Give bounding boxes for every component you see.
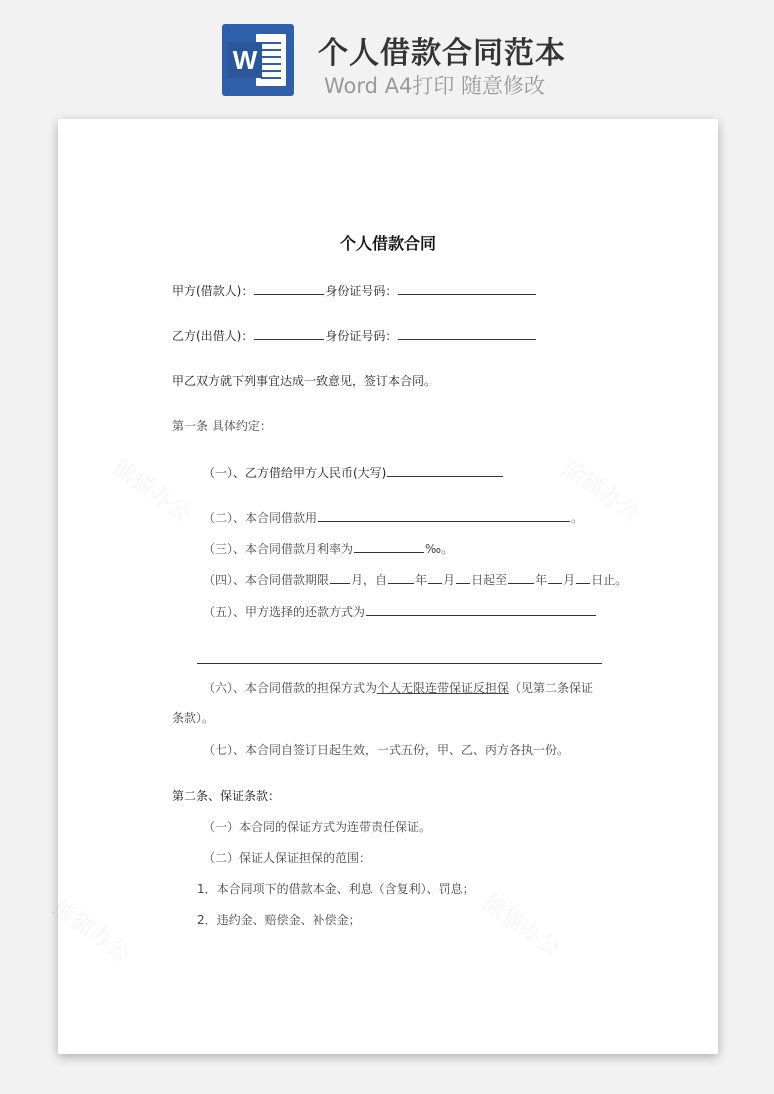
guarantee-2: （二）保证人保证担保的范围： [203, 851, 372, 865]
clause-7: （七）、本合同自签订日起生效，一式五份，甲、乙、丙方各执一份。 [203, 743, 570, 757]
guarantee-1: （一）本合同的保证方式为连带责任保证。 [203, 820, 432, 834]
party-b-label: 乙方(出借人)： [172, 329, 254, 343]
article2-heading: 第二条、保证条款： [172, 789, 281, 803]
scope-item-2: 2．违约金、赔偿金、补偿金； [197, 913, 361, 927]
clause-4-text: 年 [415, 573, 428, 587]
clause-3-text: （三）、本合同借款月利率为 [203, 542, 354, 556]
clause-2-text: （二）、本合同借款用 [203, 511, 318, 525]
fill-blank [508, 571, 534, 584]
clause-6-text: （六）、本合同借款的担保方式为 [203, 681, 378, 695]
banner-subtitle: Word A4打印 随意修改 [324, 74, 546, 98]
clause-6-continuation: 条款）。 [172, 711, 215, 725]
fill-blank [318, 509, 570, 522]
clause-4-text: 月 [443, 573, 456, 587]
clause-6-guarantee-type: 个人无限连带保证反担保 [377, 681, 510, 695]
clause-6-text: （见第二条保证 [509, 681, 594, 695]
clause-5 [203, 603, 597, 621]
word-logo-letter: W [228, 42, 262, 78]
watermark [477, 887, 567, 963]
banner-title: 个人借款合同范本 [318, 36, 566, 71]
clause-2 [203, 509, 583, 527]
fill-blank [576, 571, 590, 584]
id-label: 身份证号码： [325, 329, 398, 343]
fill-blank [366, 603, 596, 616]
fill-blank [354, 540, 424, 553]
intro-text: 甲乙双方就下列事宜达成一致意见，签订本合同。 [172, 374, 437, 388]
fill-blank [254, 282, 324, 295]
fill-blank [456, 571, 470, 584]
fill-blank [254, 327, 324, 340]
article1-heading: 第一条 具体约定： [172, 419, 272, 433]
clause-4-text: 日起至 [471, 573, 508, 587]
clause-4-text: 日止。 [591, 573, 628, 587]
clause-4-text: 月 [563, 573, 576, 587]
id-label: 身份证号码： [325, 284, 398, 298]
clause-6 [203, 679, 593, 697]
clause-5-text: （五）、甲方选择的还款方式为 [203, 605, 366, 619]
party-a-line [172, 282, 537, 300]
clause-3-end: ‰。 [425, 542, 454, 556]
clause-4-text: 年 [535, 573, 548, 587]
fill-blank [388, 571, 414, 584]
clause-4 [203, 571, 627, 589]
document-page [58, 119, 718, 1054]
fill-line [197, 663, 602, 664]
watermark [107, 452, 197, 528]
clause-1 [203, 464, 504, 482]
watermark [47, 892, 137, 968]
fill-blank [548, 571, 562, 584]
clause-1-text: （一）、乙方借给甲方人民币(大写) [203, 466, 387, 480]
clause-4-text: 月，自 [351, 573, 388, 587]
fill-blank [398, 282, 536, 295]
clause-4-text: （四）、本合同借款期限 [203, 573, 330, 587]
party-b-line [172, 327, 537, 345]
word-app-icon [222, 24, 294, 96]
clause-2-end: 。 [571, 511, 584, 525]
fill-blank [387, 464, 503, 477]
scope-item-1: 1．本合同项下的借款本金、利息（含复利）、罚息； [197, 882, 475, 896]
party-a-label: 甲方(借款人)： [172, 284, 254, 298]
clause-3 [203, 540, 453, 558]
fill-blank [398, 327, 536, 340]
fill-blank [428, 571, 442, 584]
fill-blank [330, 571, 350, 584]
document-title: 个人借款合同 [339, 234, 436, 253]
